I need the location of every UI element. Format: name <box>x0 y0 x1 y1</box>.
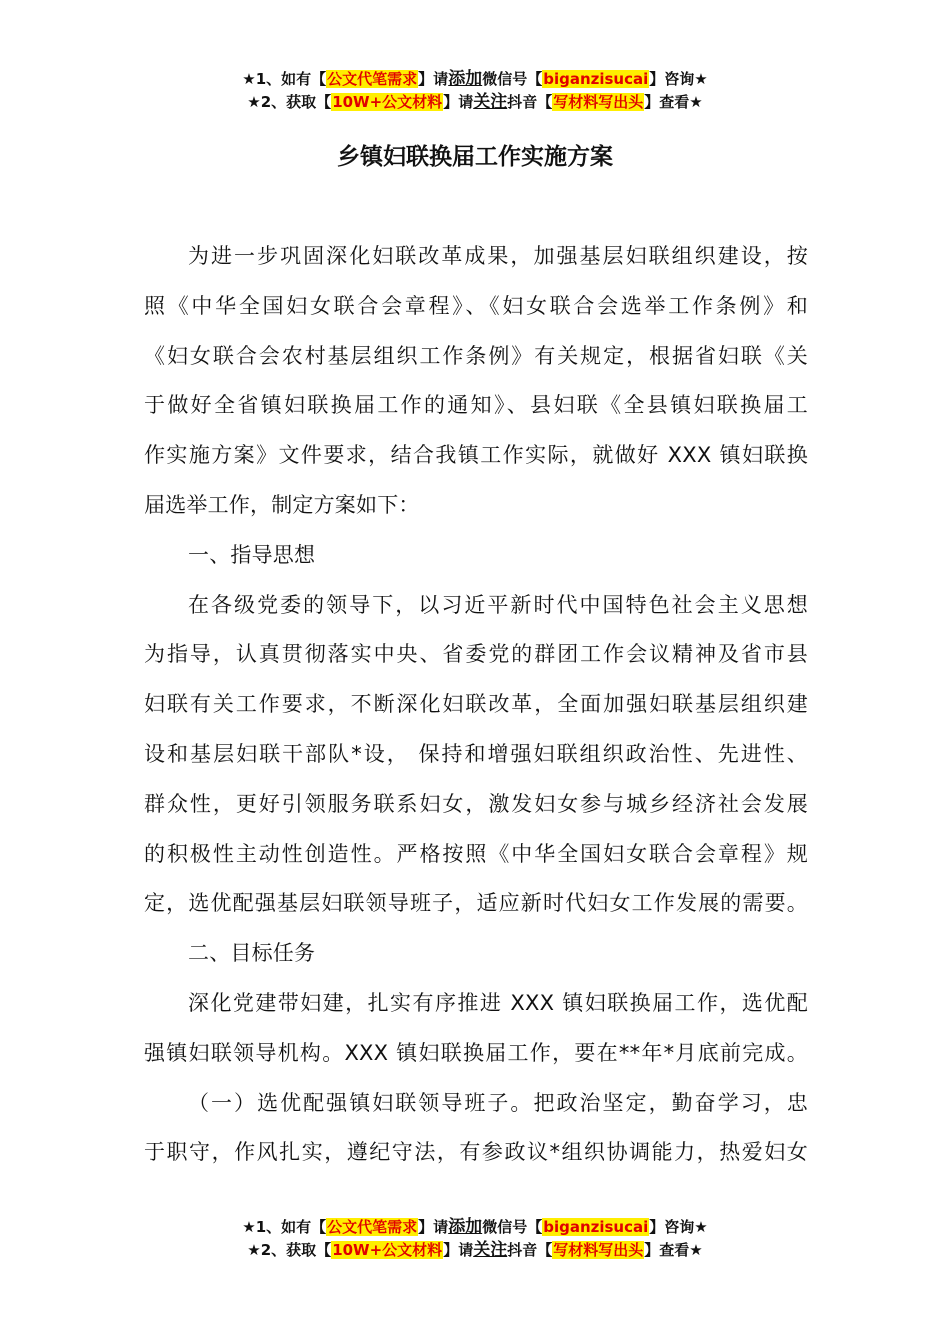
text-line: 作实施方案》文件要求，结合我镇工作实际，就做好 XXX 镇妇联换 <box>144 443 808 468</box>
banner-text: ★2、获取【 <box>247 1241 332 1259</box>
text-line: 于职守，作风扎实，遵纪守法，有参政议*组织协调能力，热爱妇女 <box>144 1140 808 1165</box>
section-heading: 二、目标任务 <box>188 941 316 966</box>
text-line: 深化党建带妇建，扎实有序推进 XXX 镇妇联换届工作，选优配 <box>188 990 808 1015</box>
banner-text: 】请 <box>418 70 449 88</box>
banner-text: ★1、如有【 <box>242 1218 327 1236</box>
banner-text: 】咨询★ <box>649 70 708 88</box>
banner-highlight: biganzisucai <box>543 1218 649 1236</box>
banner-text: ★1、如有【 <box>242 70 327 88</box>
text-line: 为指导，认真贯彻落实中央、省委党的群团工作会议精神及省市县 <box>144 642 808 667</box>
banner-text: 】请 <box>418 1218 449 1236</box>
banner-highlight: 写材料写出头 <box>553 1241 644 1259</box>
banner-highlight: 10W+公文材料 <box>332 1241 443 1259</box>
text-line: 妇联有关工作要求，不断深化妇联改革，全面加强妇联基层组织建 <box>144 692 808 717</box>
bottom-banner <box>0 1216 950 1262</box>
text-line: 群众性，更好引领服务联系妇女，激发妇女参与城乡经济社会发展 <box>144 791 808 816</box>
banner-emphasis: 添加 <box>448 69 483 89</box>
text-line: 在各级党委的领导下，以习近平新时代中国特色社会主义思想 <box>188 592 808 617</box>
banner-line-2 <box>0 91 950 114</box>
text-line: 为进一步巩固深化妇联改革成果，加强基层妇联组织建设，按 <box>188 244 808 268</box>
banner-emphasis: 关注 <box>473 92 508 112</box>
banner-text: 微信号【 <box>482 1218 543 1236</box>
banner-highlight: biganzisucai <box>543 70 649 88</box>
section-heading: 一、指导思想 <box>188 542 316 567</box>
text-line: 《妇女联合会农村基层组织工作条例》有关规定，根据省妇联《关 <box>144 343 808 368</box>
banner-highlight: 公文代笔需求 <box>327 1218 418 1236</box>
text-line: 于做好全省镇妇联换届工作的通知》、县妇联《全县镇妇联换届工 <box>144 393 808 418</box>
top-banner <box>0 68 950 114</box>
banner-highlight: 10W+公文材料 <box>332 93 443 111</box>
banner-text: 】查看★ <box>644 1241 703 1259</box>
document-title: 乡镇妇联换届工作实施方案 <box>337 144 613 170</box>
banner-text: ★2、获取【 <box>247 93 332 111</box>
text-line: 定，选优配强基层妇联领导班子，适应新时代妇女工作发展的需要。 <box>144 891 808 916</box>
banner-line-1 <box>0 68 950 91</box>
text-line: 届选举工作，制定方案如下： <box>144 492 420 517</box>
text-line: 照《中华全国妇女联合会章程》、《妇女联合会选举工作条例》和 <box>144 293 808 318</box>
text-line: 强镇妇联领导机构。XXX 镇妇联换届工作，要在**年*月底前完成。 <box>144 1040 808 1065</box>
document-body <box>144 232 808 1178</box>
banner-emphasis: 关注 <box>473 1240 508 1260</box>
banner-emphasis: 添加 <box>448 1217 483 1237</box>
banner-line-1 <box>0 1216 950 1239</box>
banner-highlight: 写材料写出头 <box>553 93 644 111</box>
banner-text: 抖音【 <box>507 1241 553 1259</box>
banner-text: 抖音【 <box>507 93 553 111</box>
banner-text: 】请 <box>443 93 474 111</box>
banner-text: 】查看★ <box>644 93 703 111</box>
text-line: 设和基层妇联干部队*设， 保持和增强妇联组织政治性、先进性、 <box>144 741 808 766</box>
banner-text: 微信号【 <box>482 70 543 88</box>
text-line: 的积极性主动性创造性。严格按照《中华全国妇女联合会章程》规 <box>144 841 808 866</box>
text-line: （一）选优配强镇妇联领导班子。把政治坚定，勤奋学习，忠 <box>188 1090 808 1115</box>
banner-line-2 <box>0 1239 950 1262</box>
banner-highlight: 公文代笔需求 <box>327 70 418 88</box>
banner-text: 】请 <box>443 1241 474 1259</box>
banner-text: 】咨询★ <box>649 1218 708 1236</box>
